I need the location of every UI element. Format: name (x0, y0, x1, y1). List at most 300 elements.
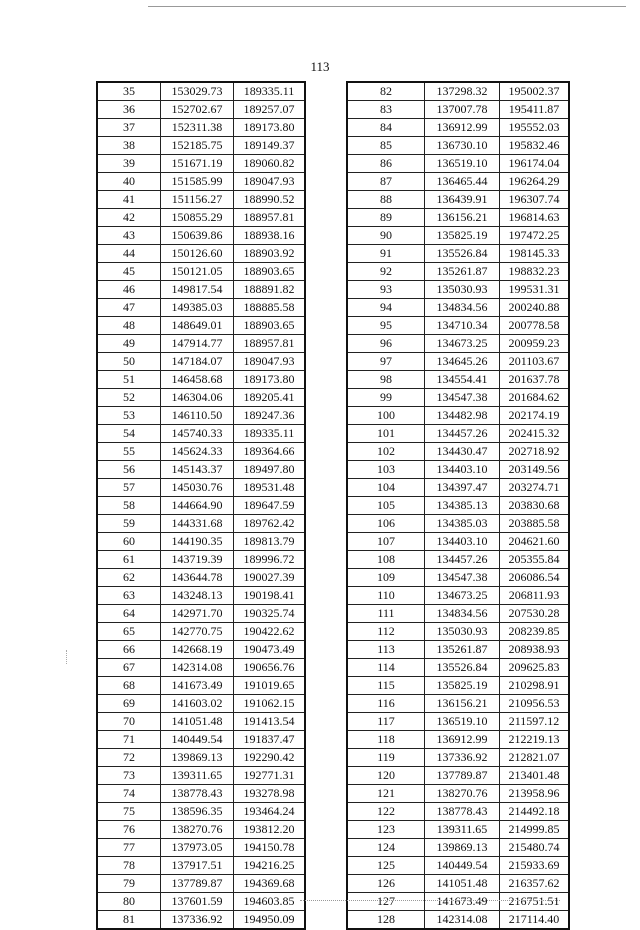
y-coordinate-cell: 202415.32 (500, 425, 570, 443)
point-number-cell: 55 (97, 443, 161, 461)
y-coordinate-cell: 198832.23 (500, 263, 570, 281)
table-row (347, 281, 569, 299)
table-row (97, 821, 305, 839)
x-coordinate-cell: 146110.50 (161, 407, 234, 425)
y-coordinate-cell: 203830.68 (500, 497, 570, 515)
y-coordinate-cell: 188903.65 (234, 317, 306, 335)
point-number-cell: 59 (97, 515, 161, 533)
y-coordinate-cell: 213401.48 (500, 767, 570, 785)
x-coordinate-cell: 134673.25 (425, 587, 500, 605)
x-coordinate-cell: 134645.26 (425, 353, 500, 371)
x-coordinate-cell: 136465.44 (425, 173, 500, 191)
table-row (97, 803, 305, 821)
x-coordinate-cell: 136519.10 (425, 155, 500, 173)
table-row (97, 875, 305, 893)
point-number-cell: 99 (347, 389, 425, 407)
y-coordinate-cell: 194603.85 (234, 893, 306, 911)
y-coordinate-cell: 208938.93 (500, 641, 570, 659)
y-coordinate-cell: 189531.48 (234, 479, 306, 497)
x-coordinate-cell: 137789.87 (161, 875, 234, 893)
x-coordinate-cell: 134834.56 (425, 605, 500, 623)
point-number-cell: 84 (347, 119, 425, 137)
x-coordinate-cell: 134482.98 (425, 407, 500, 425)
point-number-cell: 37 (97, 119, 161, 137)
y-coordinate-cell: 196814.63 (500, 209, 570, 227)
page-number: 113 (310, 59, 330, 74)
point-number-cell: 103 (347, 461, 425, 479)
point-number-cell: 97 (347, 353, 425, 371)
point-number-cell: 77 (97, 839, 161, 857)
x-coordinate-cell: 137789.87 (425, 767, 500, 785)
point-number-cell: 50 (97, 353, 161, 371)
table-row (97, 227, 305, 245)
x-coordinate-cell: 144190.35 (161, 533, 234, 551)
x-coordinate-cell: 135030.93 (425, 623, 500, 641)
point-number-cell: 75 (97, 803, 161, 821)
table-row (97, 515, 305, 533)
x-coordinate-cell: 135030.93 (425, 281, 500, 299)
table-row (347, 803, 569, 821)
y-coordinate-cell: 200959.23 (500, 335, 570, 353)
point-number-cell: 74 (97, 785, 161, 803)
y-coordinate-cell: 190422.62 (234, 623, 306, 641)
x-coordinate-cell: 134457.26 (425, 425, 500, 443)
y-coordinate-cell: 189364.66 (234, 443, 306, 461)
y-coordinate-cell: 194216.25 (234, 857, 306, 875)
x-coordinate-cell: 150855.29 (161, 209, 234, 227)
y-coordinate-cell: 197472.25 (500, 227, 570, 245)
x-coordinate-cell: 142314.08 (425, 911, 500, 930)
point-number-cell: 113 (347, 641, 425, 659)
y-coordinate-cell: 195411.87 (500, 101, 570, 119)
point-number-cell: 49 (97, 335, 161, 353)
table-row (347, 227, 569, 245)
x-coordinate-cell: 138270.76 (425, 785, 500, 803)
point-number-cell: 107 (347, 533, 425, 551)
x-coordinate-cell: 134673.25 (425, 335, 500, 353)
table-row (347, 101, 569, 119)
margin-mark (66, 650, 68, 664)
x-coordinate-cell: 147184.07 (161, 353, 234, 371)
point-number-cell: 35 (97, 82, 161, 101)
table-row (347, 857, 569, 875)
coordinate-table-right (346, 81, 570, 930)
x-coordinate-cell: 134430.47 (425, 443, 500, 461)
y-coordinate-cell: 189247.36 (234, 407, 306, 425)
y-coordinate-cell: 212821.07 (500, 749, 570, 767)
point-number-cell: 58 (97, 497, 161, 515)
point-number-cell: 80 (97, 893, 161, 911)
table-row (347, 569, 569, 587)
y-coordinate-cell: 213958.96 (500, 785, 570, 803)
point-number-cell: 72 (97, 749, 161, 767)
x-coordinate-cell: 139311.65 (161, 767, 234, 785)
table-row (347, 911, 569, 930)
table-row (97, 191, 305, 209)
y-coordinate-cell: 210298.91 (500, 677, 570, 695)
point-number-cell: 120 (347, 767, 425, 785)
point-number-cell: 87 (347, 173, 425, 191)
x-coordinate-cell: 144664.90 (161, 497, 234, 515)
x-coordinate-cell: 141051.48 (161, 713, 234, 731)
point-number-cell: 62 (97, 569, 161, 587)
point-number-cell: 70 (97, 713, 161, 731)
table-row (347, 605, 569, 623)
table-row (97, 173, 305, 191)
y-coordinate-cell: 190473.49 (234, 641, 306, 659)
table-row (347, 875, 569, 893)
point-number-cell: 64 (97, 605, 161, 623)
x-coordinate-cell: 134403.10 (425, 461, 500, 479)
point-number-cell: 109 (347, 569, 425, 587)
point-number-cell: 63 (97, 587, 161, 605)
x-coordinate-cell: 143644.78 (161, 569, 234, 587)
point-number-cell: 47 (97, 299, 161, 317)
table-row (97, 587, 305, 605)
point-number-cell: 38 (97, 137, 161, 155)
y-coordinate-cell: 216751.51 (500, 893, 570, 911)
header-rule (148, 6, 626, 7)
x-coordinate-cell: 134547.38 (425, 569, 500, 587)
y-coordinate-cell: 189205.41 (234, 389, 306, 407)
x-coordinate-cell: 142770.75 (161, 623, 234, 641)
y-coordinate-cell: 196307.74 (500, 191, 570, 209)
x-coordinate-cell: 134547.38 (425, 389, 500, 407)
table-row (347, 389, 569, 407)
x-coordinate-cell: 137336.92 (161, 911, 234, 930)
point-number-cell: 91 (347, 245, 425, 263)
point-number-cell: 69 (97, 695, 161, 713)
y-coordinate-cell: 189335.11 (234, 425, 306, 443)
point-number-cell: 65 (97, 623, 161, 641)
table-row (347, 191, 569, 209)
point-number-cell: 108 (347, 551, 425, 569)
table-row (347, 407, 569, 425)
y-coordinate-cell: 201637.78 (500, 371, 570, 389)
y-coordinate-cell: 201103.67 (500, 353, 570, 371)
table-row (347, 245, 569, 263)
point-number-cell: 124 (347, 839, 425, 857)
y-coordinate-cell: 189813.79 (234, 533, 306, 551)
x-coordinate-cell: 135261.87 (425, 263, 500, 281)
point-number-cell: 67 (97, 659, 161, 677)
table-row (347, 893, 569, 911)
x-coordinate-cell: 151156.27 (161, 191, 234, 209)
table-row (97, 623, 305, 641)
table-row (97, 749, 305, 767)
point-number-cell: 78 (97, 857, 161, 875)
point-number-cell: 57 (97, 479, 161, 497)
x-coordinate-cell: 141673.49 (161, 677, 234, 695)
x-coordinate-cell: 136439.91 (425, 191, 500, 209)
y-coordinate-cell: 193278.98 (234, 785, 306, 803)
x-coordinate-cell: 136156.21 (425, 209, 500, 227)
y-coordinate-cell: 189335.11 (234, 82, 306, 101)
x-coordinate-cell: 137298.32 (425, 82, 500, 101)
point-number-cell: 36 (97, 101, 161, 119)
table-row (97, 443, 305, 461)
point-number-cell: 81 (97, 911, 161, 930)
point-number-cell: 128 (347, 911, 425, 930)
table-row (97, 857, 305, 875)
point-number-cell: 121 (347, 785, 425, 803)
point-number-cell: 83 (347, 101, 425, 119)
table-row (347, 137, 569, 155)
point-number-cell: 102 (347, 443, 425, 461)
y-coordinate-cell: 192290.42 (234, 749, 306, 767)
y-coordinate-cell: 203274.71 (500, 479, 570, 497)
y-coordinate-cell: 190027.39 (234, 569, 306, 587)
x-coordinate-cell: 145143.37 (161, 461, 234, 479)
x-coordinate-cell: 143719.39 (161, 551, 234, 569)
coordinate-table-left (96, 81, 306, 930)
point-number-cell: 88 (347, 191, 425, 209)
table-row (97, 119, 305, 137)
y-coordinate-cell: 202718.92 (500, 443, 570, 461)
point-number-cell: 89 (347, 209, 425, 227)
y-coordinate-cell: 202174.19 (500, 407, 570, 425)
y-coordinate-cell: 193464.24 (234, 803, 306, 821)
y-coordinate-cell: 188891.82 (234, 281, 306, 299)
table-row (97, 713, 305, 731)
table-row (97, 335, 305, 353)
table-row (347, 533, 569, 551)
point-number-cell: 66 (97, 641, 161, 659)
y-coordinate-cell: 199531.31 (500, 281, 570, 299)
point-number-cell: 61 (97, 551, 161, 569)
y-coordinate-cell: 193812.20 (234, 821, 306, 839)
y-coordinate-cell: 191837.47 (234, 731, 306, 749)
y-coordinate-cell: 190656.76 (234, 659, 306, 677)
table-row (347, 497, 569, 515)
y-coordinate-cell: 216357.62 (500, 875, 570, 893)
x-coordinate-cell: 146458.68 (161, 371, 234, 389)
x-coordinate-cell: 134554.41 (425, 371, 500, 389)
point-number-cell: 43 (97, 227, 161, 245)
point-number-cell: 56 (97, 461, 161, 479)
point-number-cell: 125 (347, 857, 425, 875)
point-number-cell: 92 (347, 263, 425, 281)
y-coordinate-cell: 196264.29 (500, 173, 570, 191)
table-row (97, 659, 305, 677)
y-coordinate-cell: 189647.59 (234, 497, 306, 515)
table-row (347, 173, 569, 191)
y-coordinate-cell: 201684.62 (500, 389, 570, 407)
table-row (347, 659, 569, 677)
x-coordinate-cell: 139311.65 (425, 821, 500, 839)
table-row (97, 317, 305, 335)
y-coordinate-cell: 189762.42 (234, 515, 306, 533)
y-coordinate-cell: 200778.58 (500, 317, 570, 335)
x-coordinate-cell: 134457.26 (425, 551, 500, 569)
y-coordinate-cell: 189173.80 (234, 119, 306, 137)
x-coordinate-cell: 148649.01 (161, 317, 234, 335)
point-number-cell: 85 (347, 137, 425, 155)
table-row (97, 389, 305, 407)
x-coordinate-cell: 134403.10 (425, 533, 500, 551)
x-coordinate-cell: 137601.59 (161, 893, 234, 911)
x-coordinate-cell: 142314.08 (161, 659, 234, 677)
x-coordinate-cell: 141603.02 (161, 695, 234, 713)
x-coordinate-cell: 135825.19 (425, 677, 500, 695)
table-row (347, 821, 569, 839)
y-coordinate-cell: 207530.28 (500, 605, 570, 623)
y-coordinate-cell: 192771.31 (234, 767, 306, 785)
point-number-cell: 96 (347, 335, 425, 353)
table-row (97, 245, 305, 263)
table-row (97, 371, 305, 389)
x-coordinate-cell: 147914.77 (161, 335, 234, 353)
point-number-cell: 46 (97, 281, 161, 299)
y-coordinate-cell: 188903.65 (234, 263, 306, 281)
table-row (97, 281, 305, 299)
x-coordinate-cell: 139869.13 (161, 749, 234, 767)
y-coordinate-cell: 189149.37 (234, 137, 306, 155)
x-coordinate-cell: 137007.78 (425, 101, 500, 119)
y-coordinate-cell: 214492.18 (500, 803, 570, 821)
point-number-cell: 39 (97, 155, 161, 173)
x-coordinate-cell: 149817.54 (161, 281, 234, 299)
table-row (347, 119, 569, 137)
x-coordinate-cell: 138596.35 (161, 803, 234, 821)
x-coordinate-cell: 134710.34 (425, 317, 500, 335)
table-row (97, 82, 305, 101)
point-number-cell: 71 (97, 731, 161, 749)
y-coordinate-cell: 188957.81 (234, 335, 306, 353)
point-number-cell: 54 (97, 425, 161, 443)
x-coordinate-cell: 140449.54 (425, 857, 500, 875)
table-row (347, 461, 569, 479)
table-row (347, 479, 569, 497)
point-number-cell: 86 (347, 155, 425, 173)
table-row (97, 425, 305, 443)
point-number-cell: 100 (347, 407, 425, 425)
point-number-cell: 118 (347, 731, 425, 749)
y-coordinate-cell: 191062.15 (234, 695, 306, 713)
y-coordinate-cell: 211597.12 (500, 713, 570, 731)
x-coordinate-cell: 141051.48 (425, 875, 500, 893)
x-coordinate-cell: 138778.43 (425, 803, 500, 821)
x-coordinate-cell: 136912.99 (425, 119, 500, 137)
x-coordinate-cell: 135526.84 (425, 659, 500, 677)
y-coordinate-cell: 204621.60 (500, 533, 570, 551)
y-coordinate-cell: 191019.65 (234, 677, 306, 695)
point-number-cell: 51 (97, 371, 161, 389)
point-number-cell: 79 (97, 875, 161, 893)
point-number-cell: 119 (347, 749, 425, 767)
y-coordinate-cell: 189173.80 (234, 371, 306, 389)
point-number-cell: 45 (97, 263, 161, 281)
x-coordinate-cell: 151671.19 (161, 155, 234, 173)
y-coordinate-cell: 190325.74 (234, 605, 306, 623)
point-number-cell: 90 (347, 227, 425, 245)
point-number-cell: 115 (347, 677, 425, 695)
x-coordinate-cell: 140449.54 (161, 731, 234, 749)
x-coordinate-cell: 136519.10 (425, 713, 500, 731)
x-coordinate-cell: 135261.87 (425, 641, 500, 659)
table-row (347, 515, 569, 533)
point-number-cell: 53 (97, 407, 161, 425)
y-coordinate-cell: 206086.54 (500, 569, 570, 587)
table-row (97, 911, 305, 930)
table-row (97, 641, 305, 659)
x-coordinate-cell: 152702.67 (161, 101, 234, 119)
table-row (97, 785, 305, 803)
table-row (97, 839, 305, 857)
point-number-cell: 93 (347, 281, 425, 299)
point-number-cell: 76 (97, 821, 161, 839)
table-row (347, 425, 569, 443)
y-coordinate-cell: 189996.72 (234, 551, 306, 569)
x-coordinate-cell: 142668.19 (161, 641, 234, 659)
table-row (97, 677, 305, 695)
table-row (97, 893, 305, 911)
x-coordinate-cell: 138270.76 (161, 821, 234, 839)
point-number-cell: 123 (347, 821, 425, 839)
table-row (97, 497, 305, 515)
x-coordinate-cell: 141673.49 (425, 893, 500, 911)
x-coordinate-cell: 150121.05 (161, 263, 234, 281)
y-coordinate-cell: 203149.56 (500, 461, 570, 479)
point-number-cell: 117 (347, 713, 425, 731)
x-coordinate-cell: 134385.03 (425, 515, 500, 533)
x-coordinate-cell: 142971.70 (161, 605, 234, 623)
y-coordinate-cell: 194369.68 (234, 875, 306, 893)
y-coordinate-cell: 194950.09 (234, 911, 306, 930)
y-coordinate-cell: 200240.88 (500, 299, 570, 317)
point-number-cell: 73 (97, 767, 161, 785)
table-row (97, 551, 305, 569)
point-number-cell: 105 (347, 497, 425, 515)
table-row (347, 839, 569, 857)
y-coordinate-cell: 196174.04 (500, 155, 570, 173)
point-number-cell: 126 (347, 875, 425, 893)
table-row (97, 767, 305, 785)
y-coordinate-cell: 189060.82 (234, 155, 306, 173)
table-row (347, 371, 569, 389)
point-number-cell: 112 (347, 623, 425, 641)
y-coordinate-cell: 217114.40 (500, 911, 570, 930)
table-row (97, 695, 305, 713)
table-row (97, 461, 305, 479)
y-coordinate-cell: 188938.16 (234, 227, 306, 245)
x-coordinate-cell: 137917.51 (161, 857, 234, 875)
point-number-cell: 44 (97, 245, 161, 263)
y-coordinate-cell: 189497.80 (234, 461, 306, 479)
point-number-cell: 110 (347, 587, 425, 605)
point-number-cell: 122 (347, 803, 425, 821)
table-row (347, 317, 569, 335)
table-row (347, 713, 569, 731)
y-coordinate-cell: 215480.74 (500, 839, 570, 857)
y-coordinate-cell: 210956.53 (500, 695, 570, 713)
table-row (97, 605, 305, 623)
y-coordinate-cell: 195002.37 (500, 82, 570, 101)
table-row (347, 353, 569, 371)
table-row (97, 263, 305, 281)
table-row (347, 785, 569, 803)
point-number-cell: 48 (97, 317, 161, 335)
y-coordinate-cell: 189257.07 (234, 101, 306, 119)
y-coordinate-cell: 188957.81 (234, 209, 306, 227)
table-row (97, 569, 305, 587)
x-coordinate-cell: 145624.33 (161, 443, 234, 461)
table-row (347, 767, 569, 785)
x-coordinate-cell: 152311.38 (161, 119, 234, 137)
x-coordinate-cell: 134385.13 (425, 497, 500, 515)
table-row (347, 551, 569, 569)
table-row (347, 299, 569, 317)
